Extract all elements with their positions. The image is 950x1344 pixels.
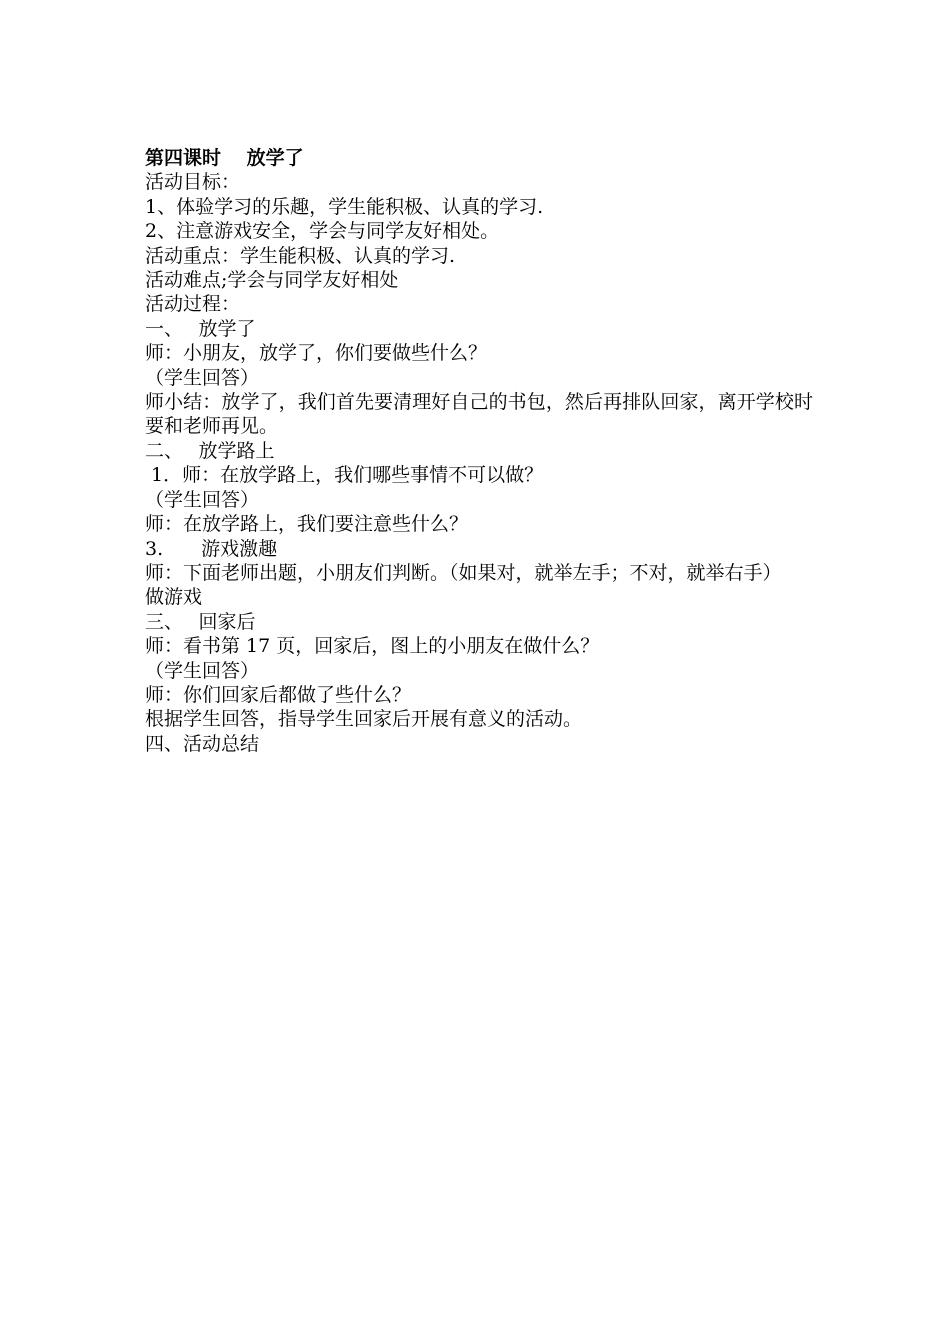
lesson-title: 第四课时 放学了 bbox=[145, 147, 304, 169]
teacher-question: 师：看书第 17 页，回家后，图上的小朋友在做什么？ bbox=[145, 635, 600, 658]
objectives-heading: 活动目标： bbox=[145, 171, 241, 194]
section-2-heading: 二、 放学路上 bbox=[145, 439, 275, 462]
guidance: 根据学生回答，指导学生回家后开展有意义的活动。 bbox=[145, 708, 583, 731]
game-instructions: 师：下面老师出题，小朋友们判断。（如果对，就举左手；不对，就举右手） bbox=[145, 561, 782, 584]
student-answer: （学生回答） bbox=[145, 488, 260, 511]
section-3-heading: 三、 回家后 bbox=[145, 610, 256, 633]
teacher-question: 师：在放学路上，我们要注意些什么？ bbox=[145, 513, 469, 536]
section-1-heading: 一、 放学了 bbox=[145, 317, 256, 340]
process-heading: 活动过程： bbox=[145, 293, 241, 316]
document-body bbox=[145, 146, 813, 756]
student-answer: （学生回答） bbox=[145, 366, 260, 389]
objective-1: 1、体验学习的乐趣，学生能积极、认真的学习. bbox=[145, 195, 544, 218]
objective-2: 2、注意游戏安全，学会与同学友好相处。 bbox=[145, 220, 500, 243]
section-4-heading: 四、活动总结 bbox=[145, 732, 260, 755]
teacher-question: 师：小朋友，放学了，你们要做些什么？ bbox=[145, 342, 488, 365]
key-point: 活动重点：学生能积极、认真的学习. bbox=[145, 244, 456, 267]
teacher-question: 1．师：在放学路上，我们哪些事情不可以做？ bbox=[145, 464, 544, 487]
teacher-question: 师：你们回家后都做了些什么？ bbox=[145, 683, 412, 706]
game-heading: 3. 游戏激趣 bbox=[145, 537, 278, 560]
student-answer: （学生回答） bbox=[145, 659, 260, 682]
teacher-summary: 师小结：放学了，我们首先要清理好自己的书包，然后再排队回家，离开学校时要和老师再见。 bbox=[145, 391, 813, 438]
difficult-point: 活动难点;学会与同学友好相处 bbox=[145, 269, 399, 292]
play-game: 做游戏 bbox=[145, 586, 203, 609]
